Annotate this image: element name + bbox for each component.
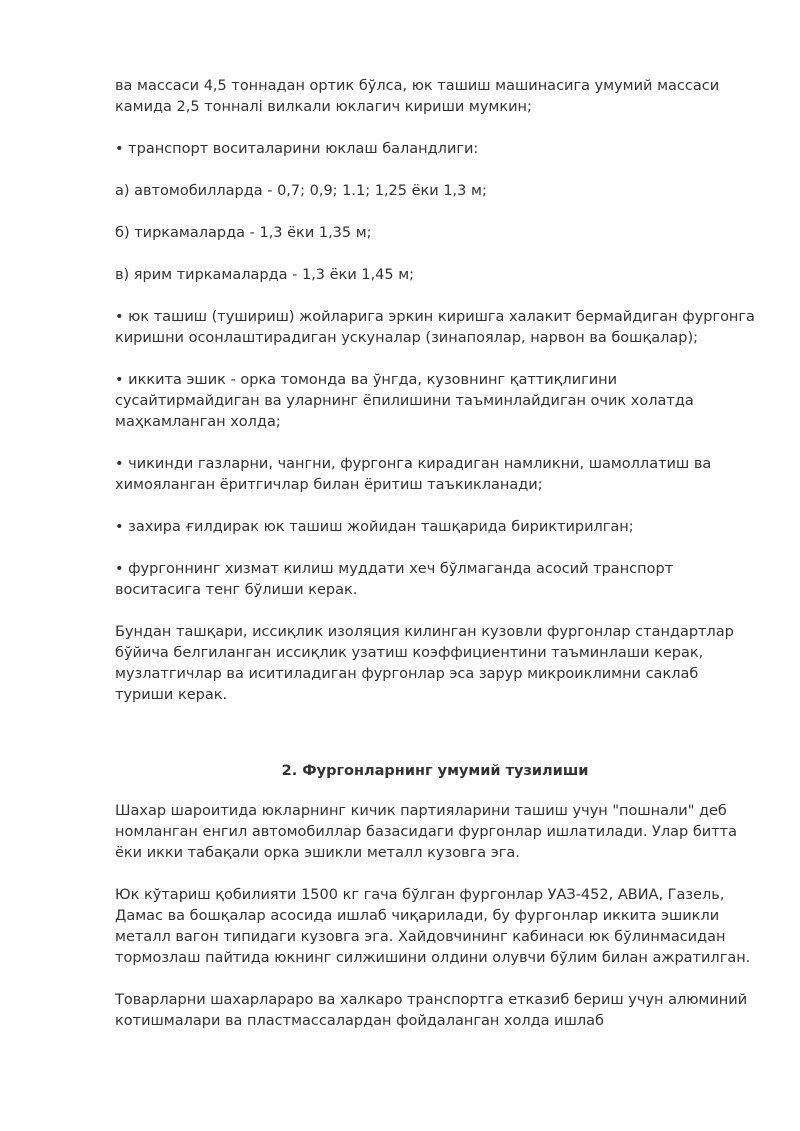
paragraph: Шахар шароитида юкларнинг кичик партияларини ташиш учун "пошнали" деб номланган енгил автомобиллар базасидаги фургонлар ишлатилади. Улар битта ёки икки табақали орка эшикли металл кузовга эга. (115, 803, 737, 861)
list-item: б) тиркамаларда - 1,3 ёки 1,35 м; (115, 225, 372, 241)
section-heading: 2. Фургонларнинг умумий тузилиши (281, 763, 589, 779)
list-item: в) ярим тиркамаларда - 1,3 ёки 1,45 м; (115, 267, 415, 283)
list-item: • чикинди газларни, чангни, фургонга кирадиган намликни, шамоллатиш ва химояланган ёритгичлар билан ёритиш таъкикланади; (115, 456, 712, 493)
document-body (115, 76, 755, 1053)
list-item: • юк ташиш (тушириш) жойларига эркин киришга халакит бермайдиган фургонга киришни осонлаштирадиган ускуналар (зинапоялар, нарвон ва бошқалар); (115, 309, 755, 346)
paragraph: Юк кўтариш қобилияти 1500 кг гача бўлган фургонлар УАЗ-452, АВИА, Газель, Дамас ва бошқалар асосида ишлаб чиқарилади, бу фургонлар иккита эшикли металл вагон типидаги кузовга эга. Хайдовчининг кабинаси юк бўлинмасидан тормозлаш пайтида юкнинг силжишини олдини олувчи бўлим билан ажратилган. (115, 887, 751, 966)
list-item: • захира ғилдирак юк ташиш жойидан ташқарида бириктирилган; (115, 519, 634, 535)
paragraph: Товарларни шахарлараро ва халкаро транспортга етказиб бериш учун алюминий котишмалари ва пластмассалардан фойдаланган холда ишлаб (115, 992, 748, 1029)
paragraph: Бундан ташқари, иссиқлик изоляция килинган кузовли фургонлар стандартлар бўйича белгиланган иссиқлик узатиш коэффициентини таъминлаши керак, музлатгичлар ва иситиладиган фургонлар эса зарур микроиклимни саклаб туриши керак. (115, 624, 734, 703)
list-item: • фургоннинг хизмат килиш муддати хеч бўлмаганда асосий транспорт воситасига тенг бўлиши керак. (115, 561, 674, 598)
list-item: а) автомобилларда - 0,7; 0,9; 1.1; 1,25 ёки 1,3 м; (115, 183, 487, 199)
list-item: • иккита эшик - орка томонда ва ўнгда, кузовнинг қаттиқлигини сусайтирмайдиган ва уларнинг ёпилишини таъминлайдиган очик холатда маҳкамланган холда; (115, 372, 694, 430)
paragraph: ва массаси 4,5 тоннадан ортик бўлса, юк ташиш машинасига умумий массаси камида 2,5 тонналi вилкали юклагич кириши мумкин; (115, 78, 720, 115)
list-item: • транспорт воситаларини юклаш баландлиги: (115, 141, 479, 157)
